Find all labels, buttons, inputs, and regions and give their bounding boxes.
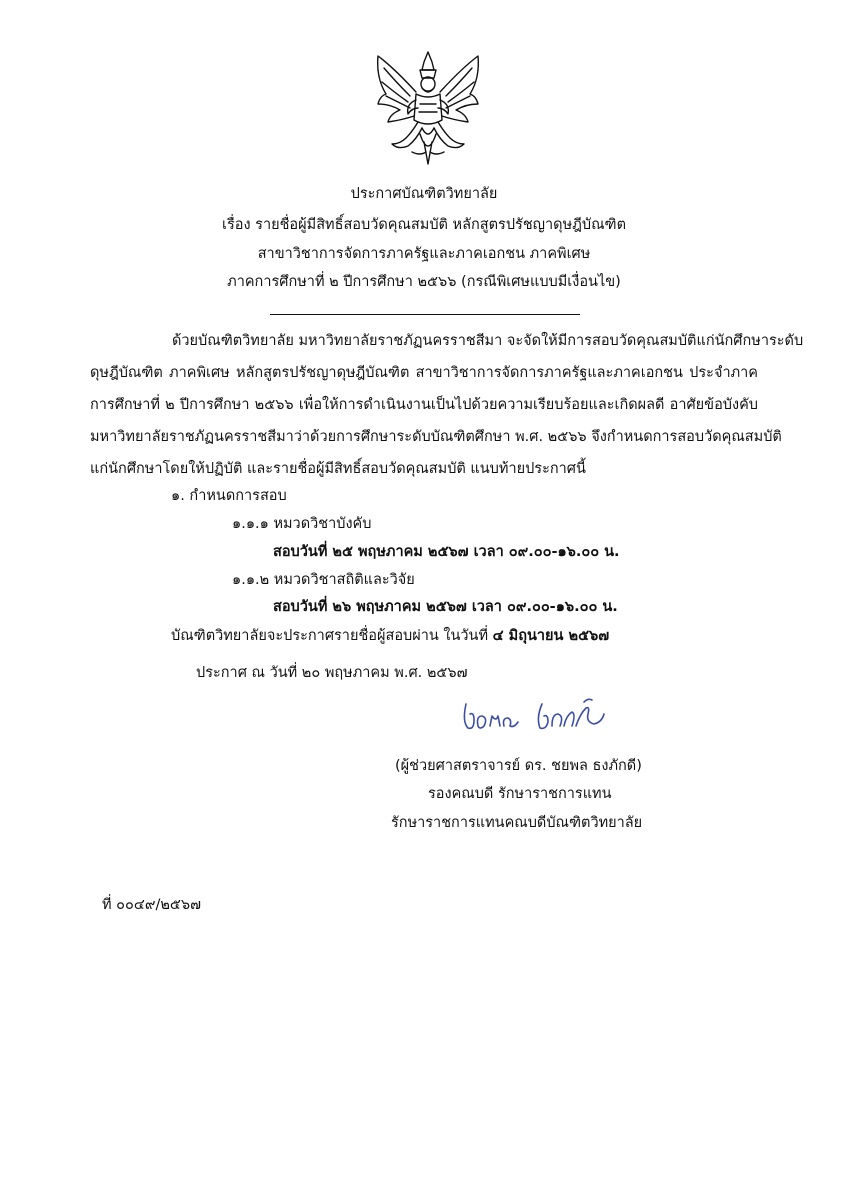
results-announcement-date: ๔ มิถุนายน ๒๕๖๗ bbox=[492, 628, 610, 644]
body-paragraph bbox=[90, 325, 804, 485]
body-line: ดุษฎีบัณฑิต ภาคพิเศษ หลักสูตรปรัชญาดุษฎีบัณฑิต สาขาวิชาการจัดการภาครัฐและภาคเอกชน ประจำภาค bbox=[90, 365, 758, 381]
schedule-item-label: ๑.๑.๑ หมวดวิชาบังคับ bbox=[232, 516, 372, 532]
schedule-heading: ๑. กำหนดการสอบ bbox=[171, 488, 287, 504]
schedule-item-detail: สอบวันที่ ๒๖ พฤษภาคม ๒๕๖๗ เวลา ๐๙.๐๐-๑๖.๐๐ น. bbox=[273, 599, 618, 615]
semester-line: ภาคการศึกษาที่ ๒ ปีการศึกษา ๒๕๖๖ (กรณีพิเศษแบบมีเงื่อนไข) bbox=[227, 274, 621, 290]
body-line: การศึกษาที่ ๒ ปีการศึกษา ๒๕๖๖ เพื่อให้การดำเนินงานเป็นไปด้วยความเรียบร้อยและเกิดผลดี อาศัยข้อบังคับ bbox=[90, 397, 758, 413]
body-line: ด้วยบัณฑิตวิทยาลัย มหาวิทยาลัยราชภัฏนครราชสีมา จะจัดให้มีการสอบวัดคุณสมบัติแก่นักศึกษาระดับ bbox=[172, 333, 804, 349]
results-announcement-text: บัณฑิตวิทยาลัยจะประกาศรายชื่อผู้สอบผ่าน ในวันที่ bbox=[171, 628, 489, 644]
body-line: แก่นักศึกษาโดยให้ปฏิบัติ และรายชื่อผู้มีสิทธิ์สอบวัดคุณสมบัติ แนบท้ายประกาศนี้ bbox=[90, 461, 586, 477]
body-line: มหาวิทยาลัยราชภัฏนครราชสีมาว่าด้วยการศึกษาระดับบัณฑิตศึกษา พ.ศ. ๒๕๖๖ จึงกำหนดการสอบวัดคุณสมบัติ bbox=[90, 429, 782, 445]
title-divider bbox=[270, 314, 580, 315]
schedule-item-detail: สอบวันที่ ๒๕ พฤษภาคม ๒๕๖๗ เวลา ๐๙.๐๐-๑๖.๐๐ น. bbox=[273, 544, 620, 560]
schedule-item-label: ๑.๑.๒ หมวดวิชาสถิติและวิจัย bbox=[232, 572, 415, 588]
announcement-title: ประกาศบัณฑิตวิทยาลัย bbox=[350, 186, 498, 202]
issued-date: ประกาศ ณ วันที่ ๒๐ พฤษภาคม พ.ศ. ๒๕๖๗ bbox=[196, 665, 468, 681]
document-number: ที่ ๐๐๔๙/๒๕๖๗ bbox=[102, 897, 201, 913]
garuda-emblem-icon bbox=[372, 48, 484, 166]
signer-title: รองคณบดี รักษาราชการแทน bbox=[428, 786, 612, 802]
subject-line: เรื่อง รายชื่อผู้มีสิทธิ์สอบวัดคุณสมบัติ หลักสูตรปรัชญาดุษฎีบัณฑิต bbox=[222, 217, 626, 233]
results-announcement bbox=[171, 624, 609, 647]
program-line: สาขาวิชาการจัดการภาครัฐและภาคเอกชน ภาคพิเศษ bbox=[257, 246, 591, 262]
signer-name: (ผู้ช่วยศาสตราจารย์ ดร. ชยพล ธงภักดี) bbox=[395, 758, 642, 774]
signer-acting-title: รักษาราชการแทนคณบดีบัณฑิตวิทยาลัย bbox=[391, 815, 643, 831]
handwritten-signature-icon bbox=[456, 692, 616, 742]
